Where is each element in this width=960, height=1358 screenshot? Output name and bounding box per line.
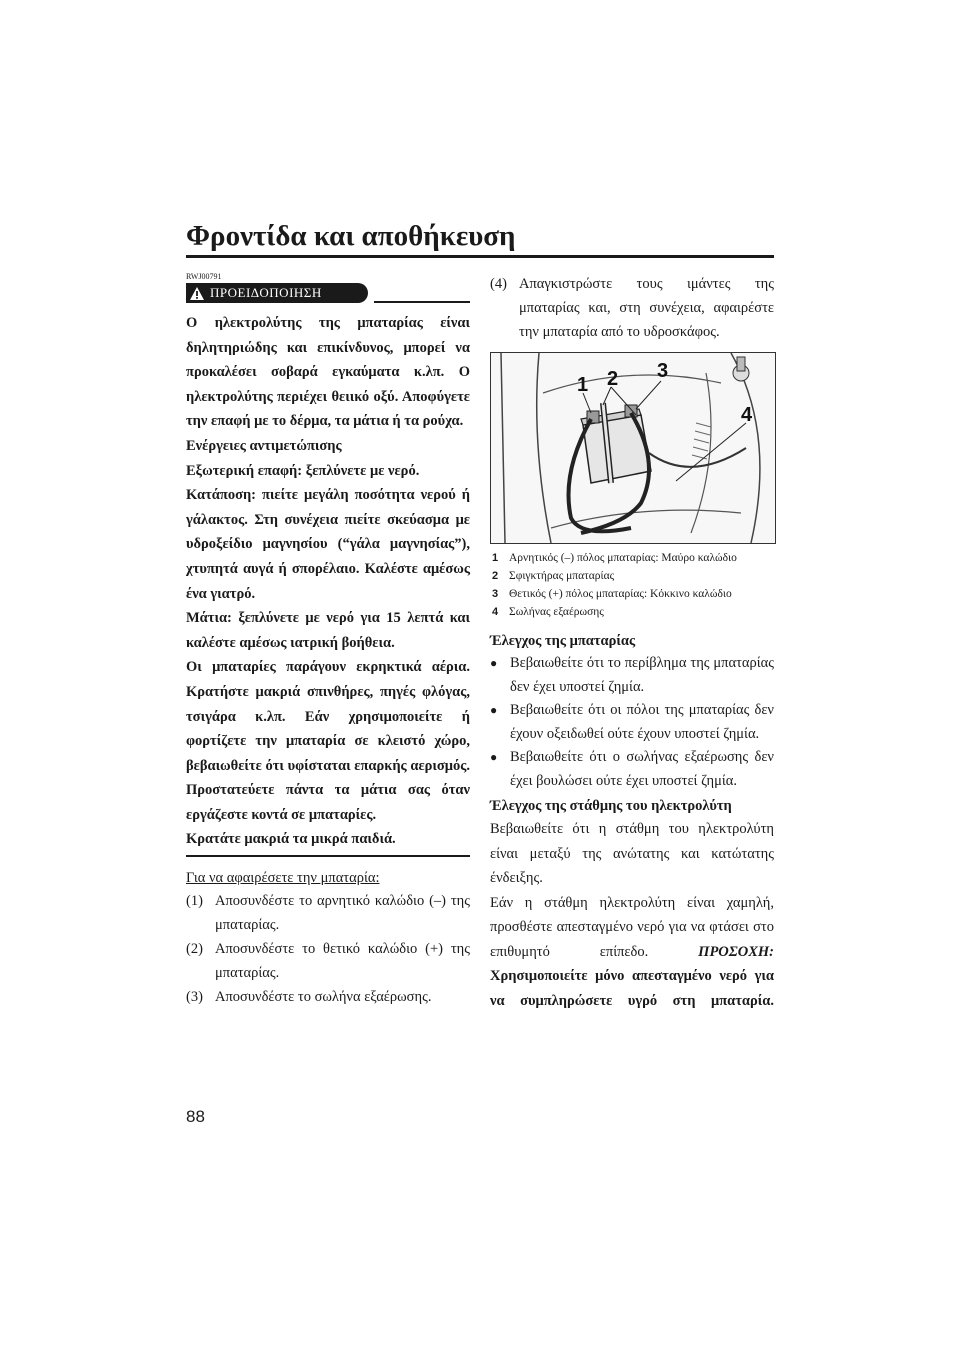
electrolyte-check-heading: Έλεγχος της στάθμης του ηλεκτρολύτη	[490, 798, 732, 814]
warning-paragraph: Οι μπαταρίες παράγουν εκρηκτικά αέρια. Κρατήστε μακριά σπινθήρες, πηγές φλόγας, τσιγάρα κ.λπ. Εάν χρησιμοποιείτε ή φορτίζετε την μπαταρία σε κλειστό χώρο, βεβαιωθείτε ότι υφίσταται επαρκής αερισμός. Προστατεύετε πάντα τα μάτια σας όταν εργάζεστε κοντά σε μπαταρίες.	[186, 659, 470, 823]
figure-callout-4: 4	[741, 404, 753, 426]
warning-code: RWJ00791	[186, 272, 222, 281]
bullet-item	[490, 746, 774, 793]
caption-number: 2	[492, 570, 499, 582]
step-text: Αποσυνδέστε το σωλήνα εξαέρωσης.	[215, 989, 432, 1006]
caption-text: Θετικός (+) πόλος μπαταρίας: Κόκκινο καλώδιο	[509, 588, 732, 600]
bullet-text: Βεβαιωθείτε ότι το περίβλημα της μπαταρίας δεν έχει υποστεί ζημία.	[510, 655, 774, 695]
caption-item	[490, 550, 774, 566]
warning-triangle-icon	[186, 283, 208, 303]
caption-item	[490, 586, 774, 602]
warning-text	[186, 311, 470, 852]
caution-text: Χρησιμοποιείτε μόνο απεσταγμένο νερό για να συμπληρώσετε υγρό στη μπαταρία.	[490, 968, 774, 1009]
step-number: (1)	[186, 893, 203, 910]
caption-item	[490, 604, 774, 620]
bullet-item	[490, 652, 774, 699]
electrolyte-text: Εάν η στάθμη ηλεκτρολύτη είναι χαμηλή, προσθέστε απεσταγμένο νερό για να φτάσει στο επιθυμητό επίπεδο.	[490, 894, 774, 960]
figure-callout-2: 2	[607, 368, 619, 390]
bullet-icon: ●	[490, 750, 498, 764]
removal-step	[490, 272, 774, 344]
warning-header-rule	[374, 301, 470, 303]
battery-illustration	[491, 353, 775, 543]
caption-number: 3	[492, 588, 499, 600]
header-rule	[186, 255, 774, 258]
caption-number: 1	[492, 552, 499, 564]
caption-number: 4	[492, 606, 499, 618]
warning-end-rule	[186, 855, 470, 857]
bullet-text: Βεβαιωθείτε ότι οι πόλοι της μπαταρίας δεν έχουν οξειδωθεί ούτε έχουν υποστεί ζημία.	[510, 702, 774, 742]
left-column	[186, 272, 470, 1009]
warning-badge	[186, 283, 368, 303]
removal-step	[186, 889, 470, 937]
step-number: (3)	[186, 989, 203, 1006]
page-title: Φροντίδα και αποθήκευση	[186, 220, 516, 252]
warning-paragraph: Εξωτερική επαφή: ξεπλύνετε με νερό.	[186, 462, 420, 479]
electrolyte-paragraph: Βεβαιωθείτε ότι η στάθμη του ηλεκτρολύτη είναι μεταξύ της ανώτατης και κατώτατης ένδειξης.	[490, 821, 774, 886]
caution-label: ΠΡΟΣΟΧΗ:	[698, 943, 775, 960]
figure-captions	[490, 550, 774, 620]
page-number: 88	[186, 1107, 205, 1126]
bullet-icon: ●	[490, 703, 498, 717]
warning-paragraph: Κατάποση: πιείτε μεγάλη ποσότητα νερού ή γάλακτος. Στη συνέχεια πιείτε σκεύασμα με υδροξείδιο μαγνησίου (“γάλα μαγνησίας”), χτυπητά αυγά ή σπορέλαιο. Καλέστε αμέσως ένα γιατρό.	[186, 487, 470, 602]
removal-heading: Για να αφαιρέσετε την μπαταρία:	[186, 870, 380, 887]
caption-item	[490, 568, 774, 584]
warning-paragraph: Μάτια: ξεπλύνετε με νερό για 15 λεπτά και καλέστε αμέσως ιατρική βοήθεια.	[186, 610, 470, 651]
warning-label: ΠΡΟΕΙΔΟΠΟΙΗΣΗ	[210, 285, 322, 300]
bullet-icon: ●	[490, 656, 498, 670]
battery-figure	[490, 352, 776, 544]
electrolyte-paragraph-2	[490, 891, 774, 1014]
figure-callout-1: 1	[577, 374, 589, 396]
bullet-item	[490, 699, 774, 746]
battery-check-heading: Έλεγχος της μπαταρίας	[490, 633, 636, 649]
right-column	[490, 272, 774, 1013]
warning-paragraph: Ο ηλεκτρολύτης της μπαταρίας είναι δηλητηριώδης και επικίνδυνος, μπορεί να προκαλέσει σοβαρά εγκαύματα κ.λπ. Ο ηλεκτρολύτης περιέχει θειικό οξύ. Αποφύγετε την επαφή με το δέρμα, τα μάτια ή τα ρούχα.	[186, 315, 470, 430]
caption-text: Σφιγκτήρας μπαταρίας	[509, 570, 615, 582]
caption-text: Σωλήνας εξαέρωσης	[509, 606, 604, 618]
removal-step	[186, 937, 470, 985]
bullet-text: Βεβαιωθείτε ότι ο σωλήνας εξαέρωσης δεν έχει βουλώσει ούτε έχει υποστεί ζημία.	[510, 749, 774, 789]
step-number: (2)	[186, 941, 203, 958]
warning-paragraph: Ενέργειες αντιμετώπισης	[186, 437, 342, 454]
figure-callout-3: 3	[657, 360, 669, 382]
step-text: Αποσυνδέστε το θετικό καλώδιο (+) της μπαταρίας.	[215, 941, 470, 982]
caption-text: Αρνητικός (–) πόλος μπαταρίας: Μαύρο καλώδιο	[509, 552, 737, 564]
removal-step	[186, 985, 470, 1009]
step-text: Αποσυνδέστε το αρνητικό καλώδιο (–) της μπαταρίας.	[215, 893, 470, 934]
warning-paragraph: Κρατάτε μακριά τα μικρά παιδιά.	[186, 831, 396, 848]
warning-header	[186, 283, 470, 305]
step-number: (4)	[490, 276, 507, 292]
step-text: Απαγκιστρώστε τους ιμάντες της μπαταρίας και, στη συνέχεια, αφαιρέστε την μπαταρία από το υδροσκάφος.	[519, 276, 774, 340]
